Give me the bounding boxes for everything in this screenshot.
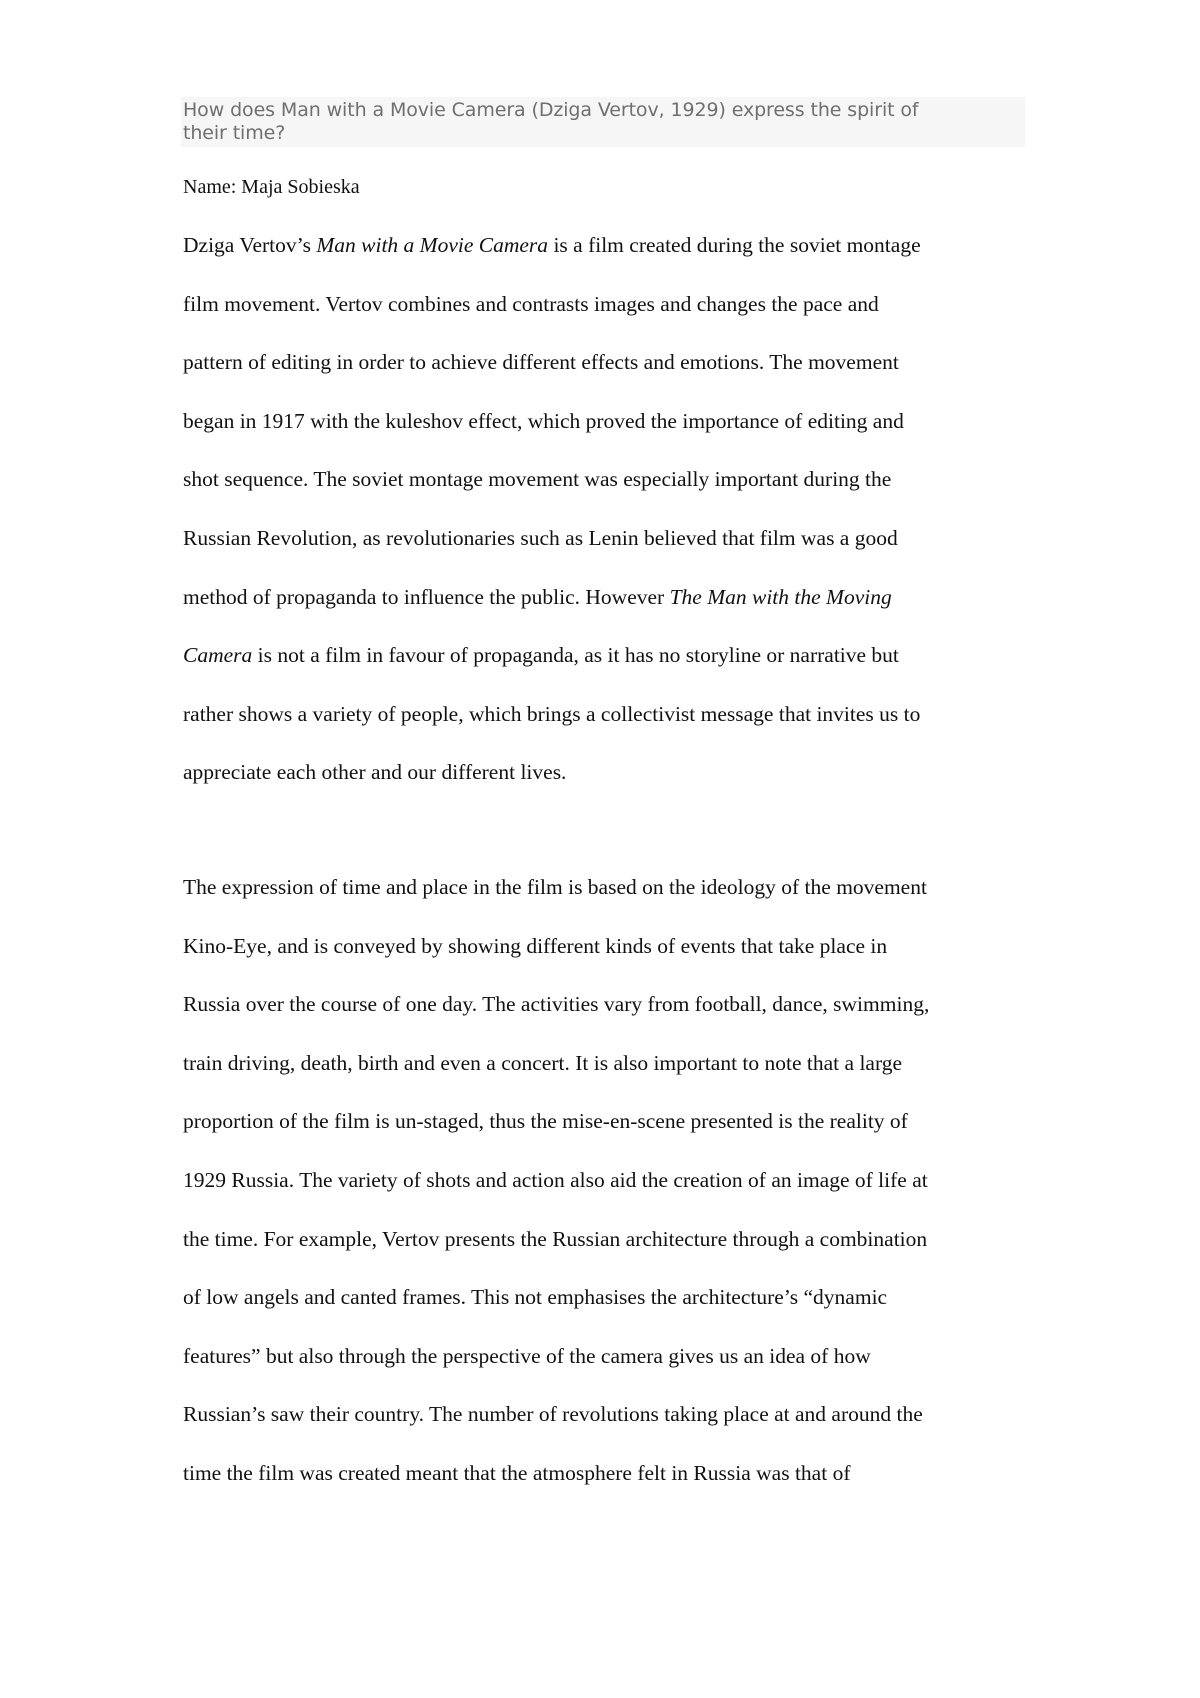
text-run: is a film created during the soviet montage	[548, 233, 921, 257]
paragraph-line: train driving, death, birth and even a concert. It is also important to note that a large	[183, 1050, 903, 1075]
paragraph-line: Russia over the course of one day. The activities vary from football, dance, swimming,	[183, 992, 930, 1017]
paragraph-line: the time. For example, Vertov presents the Russian architecture through a combination	[183, 1226, 928, 1251]
title-line: How does Man with a Movie Camera (Dziga Vertov, 1929) express the spirit of	[183, 99, 919, 121]
document-title	[183, 99, 1023, 145]
paragraph-line: proportion of the film is un-staged, thus the mise-en-scene presented is the reality of	[183, 1109, 908, 1134]
paragraph-line: appreciate each other and our different lives.	[183, 760, 567, 785]
paragraph-line	[183, 568, 1028, 627]
paragraph-2	[183, 858, 1028, 1503]
paragraph-line: features” but also through the perspective of the camera gives us an idea of how	[183, 1343, 871, 1368]
text-run: method of propaganda to influence the public. However	[183, 584, 670, 609]
paragraph-line: time the film was created meant that the atmosphere felt in Russia was that of	[183, 1460, 851, 1485]
text-run: is not a film in favour of propaganda, as it has no storyline or narrative but	[252, 643, 899, 668]
paragraph-line: began in 1917 with the kuleshov effect, which proved the importance of editing and	[183, 408, 904, 433]
paragraph-line: pattern of editing in order to achieve different effects and emotions. The movement	[183, 350, 899, 375]
title-line: their time?	[183, 122, 286, 144]
title-box	[181, 97, 1025, 147]
paragraph-line: shot sequence. The soviet montage movement was especially important during the	[183, 467, 892, 492]
film-title-italic: Man with a Movie Camera	[316, 233, 549, 257]
paragraph-line	[183, 216, 1028, 275]
paragraph-1	[183, 216, 1028, 802]
paragraph-line: Kino-Eye, and is conveyed by showing different kinds of events that take place in	[183, 933, 888, 958]
paragraph-line: Russian Revolution, as revolutionaries such as Lenin believed that film was a good	[183, 525, 898, 550]
paragraph-line: rather shows a variety of people, which brings a collectivist message that invites us to	[183, 701, 921, 726]
film-title-italic: Camera	[183, 643, 253, 668]
text-run: Dziga Vertov’s	[183, 233, 317, 257]
paragraph-line: of low angels and canted frames. This not emphasises the architecture’s “dynamic	[183, 1285, 888, 1310]
paragraph-line: Russian’s saw their country. The number of revolutions taking place at and around the	[183, 1402, 923, 1427]
paragraph-line	[183, 626, 1028, 685]
paragraph-line: film movement. Vertov combines and contrasts images and changes the pace and	[183, 291, 879, 316]
film-title-italic: The Man with the Moving	[669, 584, 892, 609]
author-name: Name: Maja Sobieska	[183, 176, 360, 198]
paragraph-line: 1929 Russia. The variety of shots and action also aid the creation of an image of life at	[183, 1167, 928, 1192]
paragraph-line: The expression of time and place in the film is based on the ideology of the movement	[183, 875, 927, 899]
